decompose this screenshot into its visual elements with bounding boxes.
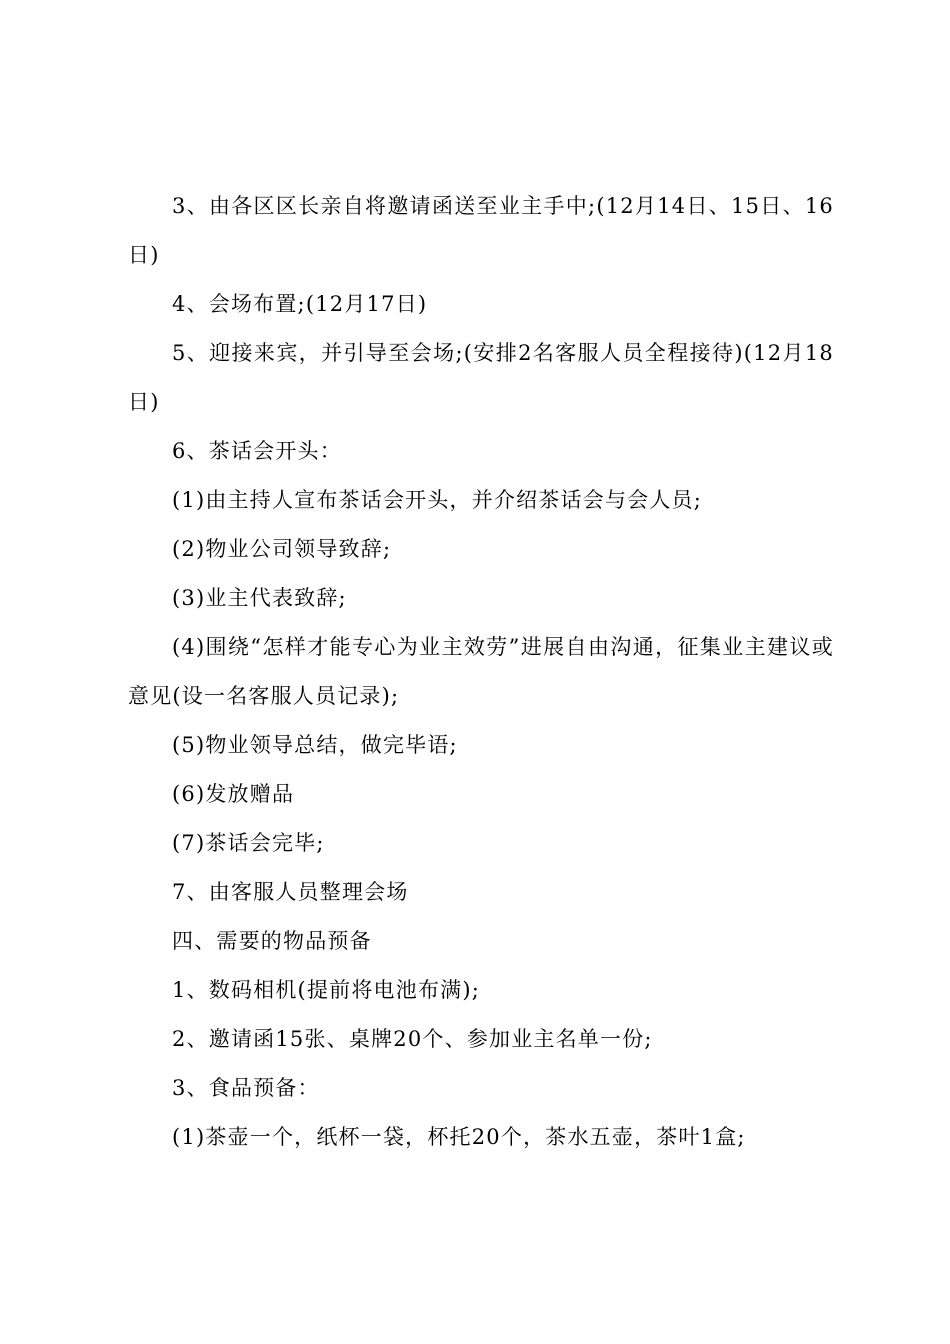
section-heading-4: 四、需要的物品预备 — [172, 929, 372, 953]
sub-item-3: (3)业主代表致辞; — [172, 586, 347, 610]
paragraph-item-4: 4、会场布置;(12月17日) — [172, 292, 428, 316]
sub-item-2: (2)物业公司领导致辞; — [172, 537, 392, 561]
paragraph-item-7: 7、由客服人员整理会场 — [172, 880, 409, 904]
sub-item-1: (1)由主持人宣布茶话会开头，并介绍茶话会与会人员; — [172, 488, 703, 512]
paragraph-item-6: 6、茶话会开头： — [172, 439, 342, 463]
sub-item-4: (4)围绕“怎样才能专心为业主效劳”进展自由沟通，征集业主建议或意见(设一名客服人员记录); — [128, 635, 834, 708]
supply-item-2: 2、邀请函15张、桌牌20个、参加业主名单一份; — [172, 1027, 653, 1051]
sub-item-5: (5)物业领导总结，做完毕语; — [172, 733, 458, 757]
sub-item-6: (6)发放赠品 — [172, 782, 295, 806]
sub-item-7: (7)茶话会完毕; — [172, 831, 325, 855]
paragraph-item-5: 5、迎接来宾，并引导至会场;(安排2名客服人员全程接待)(12月18日) — [128, 341, 834, 414]
supply-sub-item-1: (1)茶壶一个，纸杯一袋，杯托20个，茶水五壶，茶叶1盒; — [172, 1125, 746, 1149]
supply-item-1: 1、数码相机(提前将电池布满); — [172, 978, 481, 1002]
paragraph-item-3: 3、由各区区长亲自将邀请函送至业主手中;(12月14日、15日、16日) — [128, 194, 834, 267]
document-body — [128, 182, 834, 1162]
supply-item-3: 3、食品预备： — [172, 1076, 320, 1100]
